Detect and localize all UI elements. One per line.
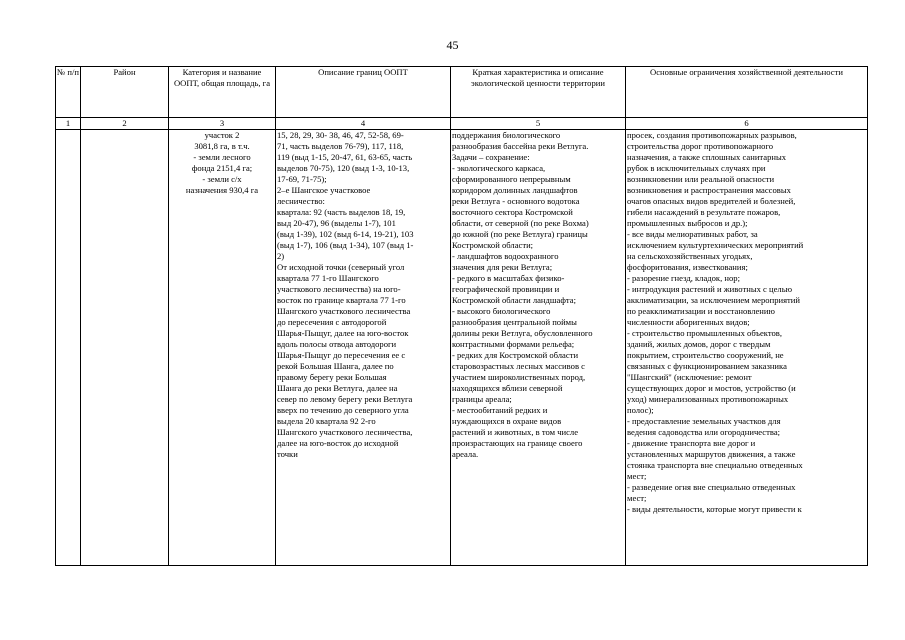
header-row bbox=[56, 67, 868, 118]
column-number: 5 bbox=[451, 118, 626, 130]
text-line: на сельскохозяйственных угодьях, bbox=[627, 251, 753, 261]
header-category: Категория и название ООПТ, общая площадь, га bbox=[169, 67, 276, 118]
text-line: - разорение гнезд, кладок, нор; bbox=[627, 273, 740, 283]
text-line: ареала. bbox=[452, 449, 479, 459]
text-line: уход) минерализованных противопожарных bbox=[627, 394, 789, 404]
text-line: - строительство промышленных объектов, bbox=[627, 328, 782, 338]
cell-characteristics bbox=[451, 130, 626, 566]
text-line: рубок в исключительных случаях при bbox=[627, 163, 766, 173]
text-line: - разведение огня вне специально отведенных bbox=[627, 482, 796, 492]
text-line: зданий, жилых домов, дорог с твердым bbox=[627, 339, 771, 349]
table-row bbox=[56, 130, 868, 566]
text-line: - все виды мелиоративных работ, за bbox=[627, 229, 758, 239]
text-line: строительства дорог противопожарного bbox=[627, 141, 774, 151]
text-line: Костромской области; bbox=[452, 240, 534, 250]
text-line: значения для реки Ветлуга; bbox=[452, 262, 553, 272]
text-line: лесничество: bbox=[277, 196, 325, 206]
text-line: географической провинции и bbox=[452, 284, 560, 294]
text-line: назначения, а также сплошных санитарных bbox=[627, 152, 787, 162]
text-line: старовозрастных лесных массивов с bbox=[452, 361, 585, 371]
text-line: фосфоритования, известкования; bbox=[627, 262, 748, 272]
text-line: области, от северной (по реке Вохма) bbox=[452, 218, 589, 228]
text-line: вверх по течению до северного угла bbox=[277, 405, 409, 415]
text-line: до пересечения с автодорогой bbox=[277, 317, 387, 327]
text-line: 15, 28, 29, 30- 38, 46, 47, 52-58, 69- bbox=[277, 130, 404, 140]
text-line: разнообразия центральной поймы bbox=[452, 317, 577, 327]
text-line: север по левому берегу реки Ветлуга bbox=[277, 394, 413, 404]
text-line: правому берегу реки Большая bbox=[277, 372, 387, 382]
text-line: - земли лесного bbox=[193, 152, 251, 162]
text-line: мест; bbox=[627, 471, 647, 481]
cell-category bbox=[169, 130, 276, 566]
text-line: до южной (по реке Ветлуга) границы bbox=[452, 229, 588, 239]
text-line: 3081,8 га, в т.ч. bbox=[194, 141, 250, 151]
header-restrictions: Основные ограничения хозяйственной деятельности bbox=[626, 67, 868, 118]
text-line: возникновении или реальной опасности bbox=[627, 174, 775, 184]
text-line: Шангского участкового лесничества, bbox=[277, 427, 413, 437]
text-line: Шарья-Пыщуг до пересечения ее с bbox=[277, 350, 406, 360]
cell-boundaries bbox=[276, 130, 451, 566]
text-line: рекой Большая Шанга, далее по bbox=[277, 361, 394, 371]
text-line: 119 (выд 1-15, 20-47, 61, 63-65, часть bbox=[277, 152, 413, 162]
text-line: контрастными формами рельефа; bbox=[452, 339, 575, 349]
text-line: промышленных выбросов и др.); bbox=[627, 218, 748, 228]
text-line: вдоль полосы отвода автодороги bbox=[277, 339, 397, 349]
text-line: - местообитаний редких и bbox=[452, 405, 548, 415]
text-line: разнообразия бассейна реки Ветлуга. bbox=[452, 141, 589, 151]
text-line: участкового лесничества) на юго- bbox=[277, 284, 401, 294]
text-line: стоянка транспорта вне специально отведенных bbox=[627, 460, 803, 470]
text-line: существующих дорог и мостов, устройство (и bbox=[627, 383, 796, 393]
text-line: - ландшафтов водоохранного bbox=[452, 251, 559, 261]
text-line: - редкого в масштабах физико- bbox=[452, 273, 565, 283]
text-line: квартала 77 1-го Шангского bbox=[277, 273, 379, 283]
column-number: 2 bbox=[81, 118, 169, 130]
text-line: фонда 2151,4 га; bbox=[191, 163, 253, 173]
cell-district bbox=[81, 130, 169, 566]
column-number-row bbox=[56, 118, 868, 130]
header-characteristics: Краткая характеристика и описание экологической ценности территории bbox=[451, 67, 626, 118]
text-line: просек, создания противопожарных разрывов, bbox=[627, 130, 797, 140]
text-line: Задачи – сохранение: bbox=[452, 152, 530, 162]
text-line: нуждающихся в охране видов bbox=[452, 416, 562, 426]
text-line: - редких для Костромской области bbox=[452, 350, 579, 360]
text-line: далее на юго-восток до исходной bbox=[277, 438, 399, 448]
text-line: по реакклиматизации и восстановлению bbox=[627, 306, 775, 316]
header-number: № п/п bbox=[56, 67, 81, 118]
text-line: - виды деятельности, которые могут привести к bbox=[627, 504, 802, 514]
text-line: восточного сектора Костромской bbox=[452, 207, 573, 217]
text-line: Шанга до реки Ветлуга, далее на bbox=[277, 383, 398, 393]
text-line: "Шангский" (исключение: ремонт bbox=[627, 372, 752, 382]
text-line: сформированного непрерывным bbox=[452, 174, 571, 184]
header-boundaries: Описание границ ООПТ bbox=[276, 67, 451, 118]
cell-restrictions bbox=[626, 130, 868, 566]
text-line: - предоставление земельных участков для bbox=[627, 416, 781, 426]
column-number: 1 bbox=[56, 118, 81, 130]
text-line: растений и животных, в том числе bbox=[452, 427, 579, 437]
text-line: участок 2 bbox=[204, 130, 240, 140]
text-line: акклиматизации, за исключением мероприятий bbox=[627, 295, 800, 305]
text-line: точки bbox=[277, 449, 298, 459]
text-line: назначения 930,4 га bbox=[185, 185, 259, 195]
text-line: 17-69, 71-75); bbox=[277, 174, 327, 184]
text-line: покрытием, строительство сооружений, не bbox=[627, 350, 784, 360]
text-line: исключением культуртехнических мероприятий bbox=[627, 240, 804, 250]
text-line: возникновения и распространения массовых bbox=[627, 185, 791, 195]
text-line: ведения садоводства или огородничества; bbox=[627, 427, 781, 437]
text-line: поддержания биологического bbox=[452, 130, 561, 140]
text-line: реки Ветлуга - основного водотока bbox=[452, 196, 580, 206]
text-line: - интродукция растений и животных с целью bbox=[627, 284, 793, 294]
text-line: квартала: 92 (часть выделов 18, 19, bbox=[277, 207, 406, 217]
text-line: очагов опасных видов вредителей и болезней, bbox=[627, 196, 796, 206]
text-line: произрастающих на границе своего bbox=[452, 438, 583, 448]
page-number: 45 bbox=[446, 38, 459, 52]
text-line: выдела 20 квартала 92 2-го bbox=[277, 416, 376, 426]
cell-number bbox=[56, 130, 81, 566]
text-line: установленных маршрутов движения, а также bbox=[627, 449, 796, 459]
text-line: гибели насаждений в результате пожаров, bbox=[627, 207, 781, 217]
text-line: участием широколиственных пород, bbox=[452, 372, 586, 382]
text-line: восток по границе квартала 77 1-го bbox=[277, 295, 406, 305]
text-line: 2–е Шангское участковое bbox=[277, 185, 371, 195]
text-line: находящихся вблизи северной bbox=[452, 383, 563, 393]
text-line: Костромской области ландшафта; bbox=[452, 295, 576, 305]
header-district: Район bbox=[81, 67, 169, 118]
column-number: 3 bbox=[169, 118, 276, 130]
text-line: Шангского участкового лесничества bbox=[277, 306, 411, 316]
text-line: (выд 1-39), 102 (выд 6-14, 19-21), 103 bbox=[277, 229, 414, 239]
column-number: 6 bbox=[626, 118, 868, 130]
text-line: численности аборигенных видов; bbox=[627, 317, 750, 327]
text-line: долины реки Ветлуга, обусловленного bbox=[452, 328, 593, 338]
text-line: связанных с функционированием заказника bbox=[627, 361, 787, 371]
text-line: полос); bbox=[627, 405, 654, 415]
text-line: - движение транспорта вне дорог и bbox=[627, 438, 756, 448]
text-line: мест; bbox=[627, 493, 647, 503]
text-line: 2) bbox=[277, 251, 285, 261]
text-line: (выд 1-7), 106 (выд 1-34), 107 (выд 1- bbox=[277, 240, 414, 250]
text-line: От исходной точки (северный угол bbox=[277, 262, 405, 272]
text-line: - высокого биологического bbox=[452, 306, 551, 316]
text-line: выд 20-47), 96 (выделы 1-7), 101 bbox=[277, 218, 396, 228]
text-line: выделов 70-75), 120 (выд 1-3, 10-13, bbox=[277, 163, 410, 173]
column-number: 4 bbox=[276, 118, 451, 130]
oopt-table bbox=[55, 66, 868, 566]
text-line: - экологического каркаса, bbox=[452, 163, 546, 173]
text-line: 71, часть выделов 76-79), 117, 118, bbox=[277, 141, 404, 151]
text-line: Шарья-Пыщуг, далее на юго-восток bbox=[277, 328, 409, 338]
text-line: - земли с/х bbox=[202, 174, 242, 184]
text-line: границы ареала; bbox=[452, 394, 512, 404]
text-line: коридором долинных ландшафтов bbox=[452, 185, 578, 195]
